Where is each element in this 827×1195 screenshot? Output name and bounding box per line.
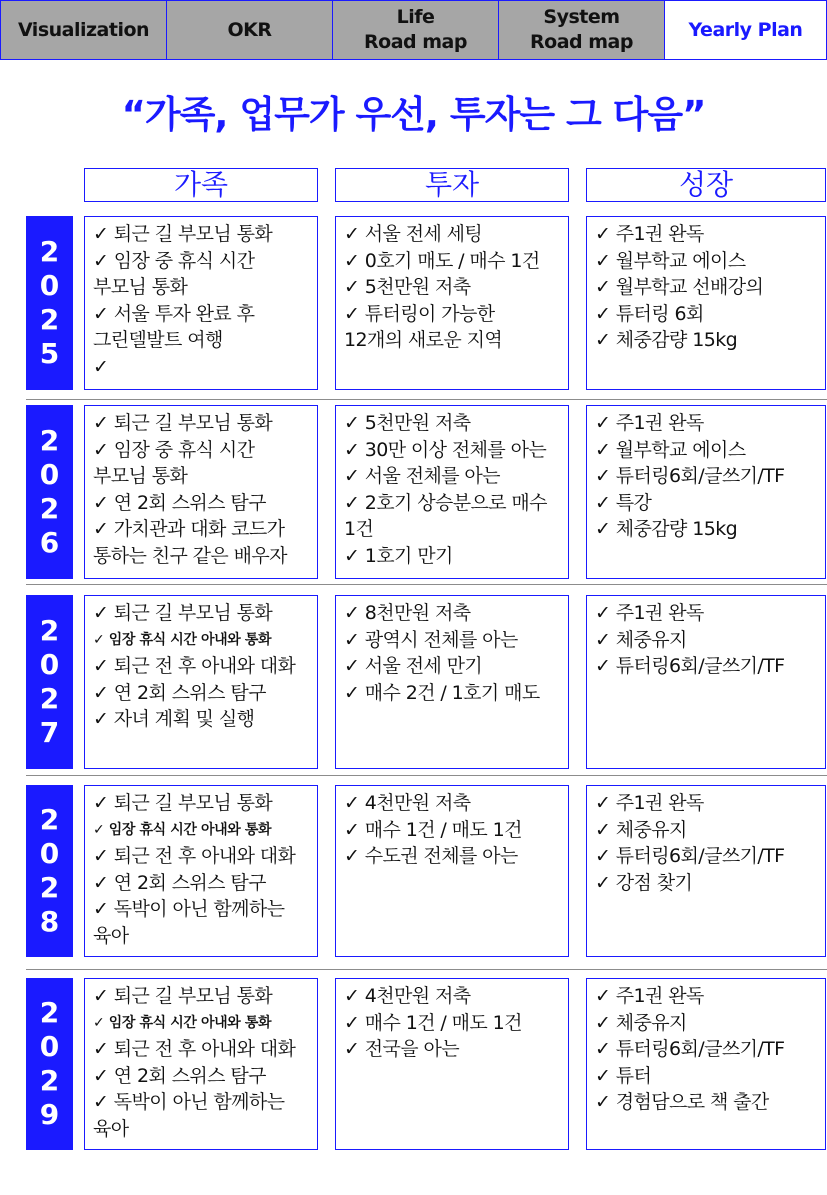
invest-goals-list (344, 600, 568, 706)
goal-item: ✓ 서울 투자 완료 후 (93, 302, 255, 325)
goal-item: ✓ 8천만원 저축 (344, 602, 471, 624)
goal-item: ✓ 1호기 만기 (344, 544, 453, 567)
year-digit: 0 (39, 269, 60, 302)
tab-label: Yearly Plan (688, 18, 803, 41)
goal-item: ✓ 경험담으로 책 출간 (595, 1091, 769, 1113)
year-label (26, 216, 73, 390)
goal-item: ✓ 5천만원 저축 (344, 412, 471, 434)
goal-item: ✓ 퇴근 전 후 아내와 대화 (93, 1038, 296, 1060)
top-nav-tabs (0, 0, 827, 60)
column-header-invest: 투자 (335, 168, 569, 202)
year-row-2025 (0, 216, 827, 390)
goal-item: ✓ 30만 이상 전체를 아는 (344, 438, 547, 461)
goal-item: 부모님 통화 (93, 276, 188, 298)
row-divider (26, 584, 827, 585)
year-label (26, 405, 73, 579)
tab-visualization[interactable] (0, 0, 166, 60)
year-digit: 2 (39, 492, 60, 525)
year-digit: 2 (39, 303, 60, 336)
growth-goals-list (595, 983, 825, 1116)
row-divider (26, 399, 827, 400)
goal-item: ✓ 연 2회 스위스 탐구 (93, 681, 266, 704)
goal-item: ✓ 주1권 완독 (595, 602, 704, 624)
goal-item: ✓ 월부학교 선배강의 (595, 276, 764, 298)
goal-item: ✓ 임장 휴식 시간 아내와 통화 (93, 821, 272, 838)
family-goals-cell (84, 405, 318, 579)
goal-item: ✓ 서울 전세 만기 (344, 655, 483, 677)
goal-item: ✓ 가치관과 대화 코드가 (93, 518, 285, 540)
year-label (26, 785, 73, 957)
tab-life-road-map[interactable] (332, 0, 498, 60)
goal-item: ✓ 튜터링 6회 (595, 302, 704, 325)
year-digit: 0 (39, 648, 60, 681)
goal-item: ✓ 튜터링6회/글쓰기/TF (595, 1038, 785, 1060)
invest-goals-cell (335, 978, 569, 1150)
goal-item: ✓ 튜터링6회/글쓰기/TF (595, 655, 785, 677)
year-digit: 6 (39, 526, 60, 559)
year-digit: 2 (39, 614, 60, 647)
year-digit: 9 (39, 1098, 60, 1131)
goal-item: ✓ 주1권 완독 (595, 223, 704, 245)
year-digit: 2 (39, 424, 60, 457)
tab-label: Life Road map (364, 6, 467, 53)
row-divider (26, 775, 827, 776)
goal-item: ✓ 퇴근 길 부모님 통화 (93, 985, 273, 1007)
goal-item: ✓ 5천만원 저축 (344, 276, 471, 298)
goal-item: ✓ 광역시 전체를 아는 (344, 628, 518, 651)
year-row-2026 (0, 405, 827, 579)
family-goals-list (93, 790, 317, 949)
goal-item: ✓ 임장 중 휴식 시간 (93, 438, 255, 461)
goal-item: ✓ (93, 355, 109, 378)
tab-label: Visualization (17, 18, 150, 41)
invest-goals-cell (335, 405, 569, 579)
goal-item: ✓ 월부학교 에이스 (595, 249, 746, 272)
growth-goals-cell (586, 785, 826, 957)
goal-item: ✓ 임장 휴식 시간 아내와 통화 (93, 631, 272, 648)
family-goals-cell (84, 978, 318, 1150)
goal-item: ✓ 강점 찾기 (595, 871, 693, 894)
family-goals-list (93, 600, 317, 733)
year-label (26, 595, 73, 769)
tab-yearly-plan[interactable] (664, 0, 827, 60)
goal-item: ✓ 퇴근 전 후 아내와 대화 (93, 845, 296, 867)
goal-item: ✓ 특강 (595, 491, 652, 514)
goal-item: 육아 (93, 924, 129, 947)
goal-item: ✓ 매수 1건 / 매도 1건 (344, 818, 522, 841)
goal-item: ✓ 0호기 매도 / 매수 1건 (344, 249, 540, 272)
growth-goals-list (595, 600, 825, 680)
goal-item: ✓ 튜터링이 가능한 (344, 302, 495, 325)
growth-goals-cell (586, 216, 826, 390)
page-title: “가족, 업무가 우선, 투자는 그 다음” (121, 93, 706, 136)
year-row-2029 (0, 978, 827, 1150)
family-goals-cell (84, 595, 318, 769)
year-digit: 0 (39, 837, 60, 870)
goal-item: ✓ 자녀 계획 및 실행 (93, 708, 255, 730)
goal-item: 부모님 통화 (93, 465, 188, 487)
invest-goals-list (344, 983, 568, 1063)
goal-item: ✓ 연 2회 스위스 탐구 (93, 871, 266, 894)
goal-item: ✓ 튜터링6회/글쓰기/TF (595, 465, 785, 487)
goal-item: ✓ 4천만원 저축 (344, 792, 471, 814)
goal-item: ✓ 체중감량 15kg (595, 329, 738, 351)
year-digit: 8 (39, 905, 60, 938)
goal-item: ✓ 체중감량 15kg (595, 518, 738, 540)
family-goals-list (93, 410, 317, 569)
tab-label: System Road map (530, 6, 633, 53)
year-digit: 2 (39, 1064, 60, 1097)
goal-item: ✓ 임장 중 휴식 시간 (93, 249, 255, 272)
goal-item: ✓ 2호기 상승분으로 매수 (344, 491, 547, 514)
year-digit: 2 (39, 235, 60, 268)
year-digit: 2 (39, 803, 60, 836)
goal-item: ✓ 전국을 아는 (344, 1038, 459, 1060)
goal-item: ✓ 퇴근 길 부모님 통화 (93, 602, 273, 624)
invest-goals-cell (335, 216, 569, 390)
goal-item: ✓ 4천만원 저축 (344, 985, 471, 1007)
year-digit: 2 (39, 871, 60, 904)
goal-item: ✓ 연 2회 스위스 탐구 (93, 491, 266, 514)
growth-goals-list (595, 221, 825, 354)
goal-item: ✓ 수도권 전체를 아는 (344, 845, 518, 867)
row-divider (26, 969, 827, 970)
family-goals-cell (84, 785, 318, 957)
invest-goals-list (344, 790, 568, 870)
tab-system-road-map[interactable] (498, 0, 664, 60)
year-label (26, 978, 73, 1150)
growth-goals-cell (586, 595, 826, 769)
goal-item: ✓ 월부학교 에이스 (595, 438, 746, 461)
year-digit: 0 (39, 458, 60, 491)
goal-item: ✓ 튜터링6회/글쓰기/TF (595, 845, 785, 867)
goal-item: 1건 (344, 518, 374, 540)
goal-item: ✓ 퇴근 길 부모님 통화 (93, 412, 273, 434)
goal-item: ✓ 독박이 아닌 함께하는 (93, 898, 285, 920)
goal-item: ✓ 체중유지 (595, 628, 687, 651)
family-goals-cell (84, 216, 318, 390)
invest-goals-cell (335, 785, 569, 957)
year-digit: 0 (39, 1030, 60, 1063)
growth-goals-list (595, 410, 825, 543)
goal-item: ✓ 체중유지 (595, 818, 687, 841)
invest-goals-list (344, 221, 568, 354)
goal-item: 통하는 친구 같은 배우자 (93, 544, 287, 567)
column-header-family: 가족 (84, 168, 318, 202)
goal-item: ✓ 서울 전체를 아는 (344, 465, 500, 487)
year-digit: 2 (39, 996, 60, 1029)
goal-item: 그린델발트 여행 (93, 329, 223, 351)
family-goals-list (93, 983, 317, 1142)
goal-item: ✓ 튜터 (595, 1064, 652, 1087)
growth-goals-cell (586, 978, 826, 1150)
goal-item: ✓ 체중유지 (595, 1011, 687, 1034)
column-header-growth: 성장 (586, 168, 826, 202)
goal-item: ✓ 주1권 완독 (595, 985, 704, 1007)
goal-item: ✓ 연 2회 스위스 탐구 (93, 1064, 266, 1087)
invest-goals-cell (335, 595, 569, 769)
invest-goals-list (344, 410, 568, 569)
goal-item: 12개의 새로운 지역 (344, 329, 503, 351)
goal-item: ✓ 퇴근 전 후 아내와 대화 (93, 655, 296, 677)
goal-item: ✓ 임장 휴식 시간 아내와 통화 (93, 1014, 272, 1031)
tab-label: OKR (227, 18, 272, 41)
goal-item: ✓ 주1권 완독 (595, 792, 704, 814)
goal-item: ✓ 퇴근 길 부모님 통화 (93, 792, 273, 814)
year-row-2027 (0, 595, 827, 769)
goal-item: ✓ 서울 전세 세팅 (344, 223, 483, 245)
family-goals-list (93, 221, 317, 380)
goal-item: ✓ 독박이 아닌 함께하는 (93, 1091, 285, 1113)
tab-okr[interactable] (166, 0, 332, 60)
year-digit: 7 (39, 716, 60, 749)
year-digit: 2 (39, 682, 60, 715)
growth-goals-list (595, 790, 825, 896)
goal-item: ✓ 주1권 완독 (595, 412, 704, 434)
goal-item: 육아 (93, 1117, 129, 1140)
year-row-2028 (0, 785, 827, 957)
growth-goals-cell (586, 405, 826, 579)
goal-item: ✓ 퇴근 길 부모님 통화 (93, 223, 273, 245)
goal-item: ✓ 매수 1건 / 매도 1건 (344, 1011, 522, 1034)
year-digit: 5 (39, 337, 60, 370)
goal-item: ✓ 매수 2건 / 1호기 매도 (344, 681, 540, 704)
